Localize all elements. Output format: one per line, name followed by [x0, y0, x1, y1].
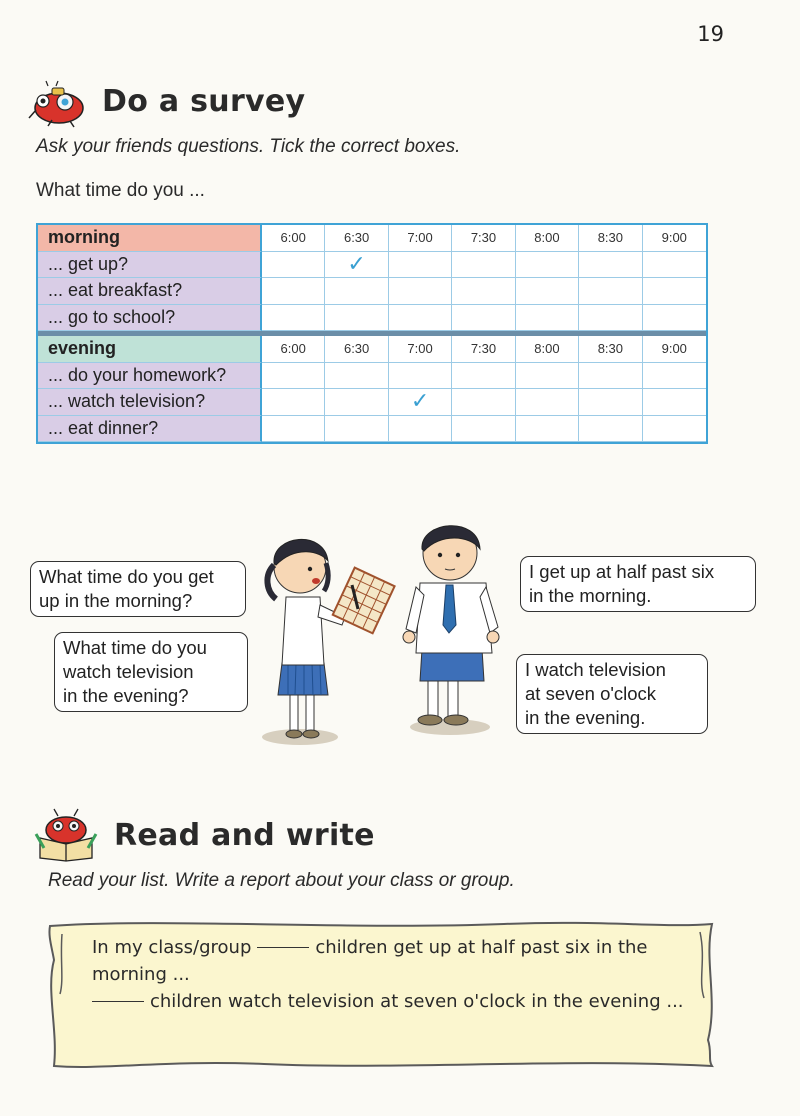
children-illustration [250, 505, 520, 760]
tick-box[interactable] [389, 252, 452, 279]
write-instruction: Read your list. Write a report about your class or group. [48, 870, 515, 891]
tick-box[interactable] [516, 278, 579, 305]
time-header: 6:30 [325, 336, 388, 363]
tick-box[interactable] [325, 252, 388, 279]
tick-box[interactable] [516, 252, 579, 279]
survey-instruction: Ask your friends questions. Tick the correct boxes. [36, 136, 461, 157]
tick-box[interactable] [579, 278, 642, 305]
time-header: 8:00 [516, 225, 579, 252]
time-header: 7:30 [452, 336, 515, 363]
girl-figure [267, 539, 394, 738]
bubble-boy-answer-2: I watch television at seven o'clock in the evening. [516, 654, 708, 734]
bubble-girl-question-1: What time do you get up in the morning? [30, 561, 246, 617]
tick-box[interactable] [389, 389, 452, 416]
tick-box[interactable] [325, 389, 388, 416]
time-header: 7:00 [389, 225, 452, 252]
time-header: 9:00 [643, 336, 706, 363]
activity-label: ... go to school? [38, 305, 262, 332]
tick-box[interactable] [389, 278, 452, 305]
tick-box[interactable] [579, 416, 642, 443]
bubble-girl-question-2: What time do you watch television in the evening? [54, 632, 248, 712]
activity-label: ... eat dinner? [38, 416, 262, 443]
tick-box[interactable] [262, 363, 325, 390]
tick-box[interactable] [262, 389, 325, 416]
tick-box[interactable] [452, 416, 515, 443]
time-header: 6:00 [262, 336, 325, 363]
survey-title: Do a survey [102, 84, 306, 119]
report-line-2: morning ... [92, 964, 190, 985]
evening-header-label: evening [38, 336, 262, 363]
tick-box[interactable] [389, 416, 452, 443]
tick-box[interactable] [643, 389, 706, 416]
activity-label: ... get up? [38, 252, 262, 279]
tick-box[interactable] [325, 416, 388, 443]
bubble-boy-answer-1: I get up at half past six in the morning. [520, 556, 756, 612]
page-number: 19 [697, 22, 724, 46]
activity-label: ... eat breakfast? [38, 278, 262, 305]
tick-mark-icon: ✓ [347, 251, 366, 277]
ladybird-icon [26, 80, 88, 128]
survey-prompt: What time do you ... [36, 180, 205, 201]
report-line-1: In my class/group children get up at half past six in the [92, 937, 648, 958]
tick-box[interactable] [516, 416, 579, 443]
boy-figure [403, 526, 499, 725]
tick-box[interactable] [579, 363, 642, 390]
answer-blank-2[interactable] [92, 1001, 144, 1002]
tick-box[interactable] [452, 363, 515, 390]
time-header: 6:30 [325, 225, 388, 252]
time-header: 7:30 [452, 225, 515, 252]
tick-box[interactable] [262, 416, 325, 443]
tick-box[interactable] [643, 252, 706, 279]
tick-box[interactable] [643, 363, 706, 390]
tick-box[interactable] [262, 252, 325, 279]
morning-block [38, 225, 706, 331]
activity-label: ... watch television? [38, 389, 262, 416]
tick-box[interactable] [516, 389, 579, 416]
tick-box[interactable] [643, 305, 706, 332]
report-text [92, 934, 684, 1015]
tick-box[interactable] [579, 389, 642, 416]
time-header: 9:00 [643, 225, 706, 252]
tick-box[interactable] [452, 305, 515, 332]
tick-box[interactable] [325, 305, 388, 332]
tick-box[interactable] [389, 363, 452, 390]
tick-box[interactable] [452, 278, 515, 305]
evening-block [38, 336, 706, 442]
bug-reading-book-icon [34, 808, 98, 862]
tick-box[interactable] [452, 252, 515, 279]
tick-box[interactable] [643, 416, 706, 443]
time-header: 6:00 [262, 225, 325, 252]
tick-box[interactable] [325, 363, 388, 390]
answer-blank-1[interactable] [257, 947, 309, 948]
tick-box[interactable] [516, 363, 579, 390]
tick-box[interactable] [452, 389, 515, 416]
tick-box[interactable] [389, 305, 452, 332]
tick-box[interactable] [262, 305, 325, 332]
time-header: 7:00 [389, 336, 452, 363]
report-line-3: children watch television at seven o'clock in the evening ... [92, 988, 684, 1015]
time-header: 8:30 [579, 336, 642, 363]
tick-box[interactable] [325, 278, 388, 305]
tick-box[interactable] [579, 305, 642, 332]
tick-mark-icon: ✓ [410, 389, 430, 415]
tick-box[interactable] [643, 278, 706, 305]
tick-box[interactable] [579, 252, 642, 279]
time-header: 8:30 [579, 225, 642, 252]
survey-table [36, 223, 708, 444]
tick-box[interactable] [262, 278, 325, 305]
write-title: Read and write [114, 818, 375, 853]
time-header: 8:00 [516, 336, 579, 363]
tick-box[interactable] [516, 305, 579, 332]
morning-header-label: morning [38, 225, 262, 252]
activity-label: ... do your homework? [38, 363, 262, 390]
